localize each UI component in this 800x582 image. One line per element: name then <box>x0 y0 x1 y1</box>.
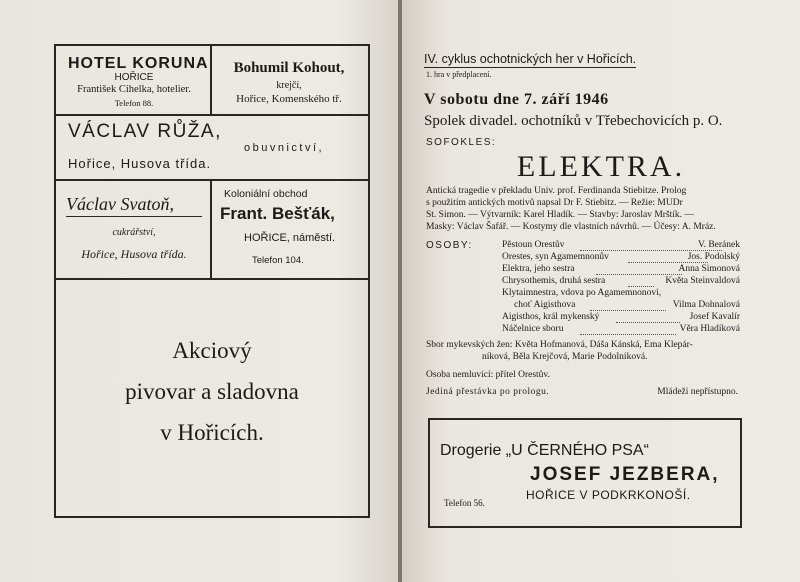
play-title: ELEKTRA. <box>516 150 686 183</box>
cast-leader <box>590 310 666 311</box>
cast-leader <box>628 262 708 263</box>
cast-actor: V. Beránek <box>697 240 740 250</box>
svaton-name: Václav Svatoň, <box>66 194 174 214</box>
drugstore-phone: Telefon 56. <box>444 498 485 508</box>
cast-role: Elektra, jeho sestra <box>502 264 575 274</box>
cast-role: choť Aigisthova <box>514 300 576 310</box>
ruza-name: VÁCLAV RŮŽA, <box>68 121 222 142</box>
cast-actor: Josef Kavalír <box>689 312 740 322</box>
svaton-trade: cukrářství, <box>112 227 156 238</box>
performance-date: V sobotu dne 7. září 1946 <box>424 91 609 108</box>
description-line: St. Simon. — Výtvarník: Karel Hladík. — Stavby: Jaroslav Mrštík. — <box>426 210 694 220</box>
drugstore-name: Drogerie „U ČERNÉHO PSA“ <box>440 442 649 459</box>
play-author: SOFOKLES: <box>426 137 497 148</box>
cast-label: OSOBY: <box>426 240 473 251</box>
ad-divider <box>56 114 368 116</box>
cast-actor: Věra Hladíková <box>679 324 740 334</box>
cast-actor: Květa Steinvaldová <box>665 276 740 286</box>
cast-leader <box>628 286 654 287</box>
bestak-name: Frant. Bešťák, <box>220 204 335 223</box>
cast-actor: Jos. Podolský <box>687 252 740 262</box>
cast-leader <box>596 274 682 275</box>
ruza-trade: obuvnictví, <box>244 142 325 154</box>
chorus-line: Sbor mykevských žen: Květa Hofmanová, Dáša Kánská, Ema Klepár- <box>426 340 693 350</box>
theatre-company: Spolek divadel. ochotníků v Třebechovicích p. O. <box>424 113 723 129</box>
cast-leader <box>580 334 676 335</box>
ad-divider <box>210 46 212 114</box>
advertisement-frame <box>54 44 370 518</box>
cast-role: Orestes, syn Agamemnonův <box>502 252 609 262</box>
drugstore-address: HOŘICE V PODKRKONOŠÍ. <box>526 488 691 502</box>
cycle-note: 1. hra v předplacení. <box>426 70 492 79</box>
svaton-underline <box>66 216 202 217</box>
bestak-phone: Telefon 104. <box>252 255 304 266</box>
hotel-town: HOŘICE <box>114 72 154 83</box>
chorus-line: níková, Běla Krejčová, Marie Podolníková. <box>482 352 648 362</box>
kohout-address: Hořice, Komenského tř. <box>236 93 342 105</box>
cast-leader <box>580 250 722 251</box>
cast-role: Pěstoun Orestův <box>502 240 565 250</box>
svaton-address: Hořice, Husova třída. <box>81 247 187 261</box>
description-line: s použitím antických motivů napsal Dr F. Stiebitz. — Režie: MUDr <box>426 198 683 208</box>
drugstore-ad <box>428 418 742 528</box>
cast-role: Náčelnice sboru <box>502 324 564 334</box>
bestak-address: HOŘICE, náměstí. <box>244 232 336 244</box>
age-restriction-note: Mládeži nepřístupno. <box>657 387 738 397</box>
cast-role: Aigisthos, král mykenský <box>502 312 600 322</box>
cast-actor: Anna Simonová <box>678 264 740 274</box>
silent-role: Osoba nemluvící: přítel Orestův. <box>426 370 550 380</box>
drugstore-owner: JOSEF JEZBERA, <box>530 464 720 485</box>
cast-actor: Vilma Dohnalová <box>672 300 740 310</box>
brewery-line1: Akciový <box>172 338 252 363</box>
cast-leader <box>616 322 680 323</box>
ad-divider <box>56 278 368 280</box>
description-line: Antická tragedie v překladu Univ. prof. Ferdinanda Stiebitze. Prolog <box>426 186 687 196</box>
ad-divider <box>56 179 368 181</box>
hotel-name: HOTEL KORUNA <box>68 55 209 72</box>
ruza-address: Hořice, Husova třída. <box>68 156 212 171</box>
left-page <box>0 0 398 582</box>
hotel-phone: Telefon 88. <box>114 98 154 108</box>
cast-role: Chrysothemis, druhá sestra <box>502 276 606 286</box>
cast-role: Klytaimnestra, vdova po Agamemnonovi, <box>502 288 662 298</box>
hotel-owner: František Cihelka, hotelier. <box>77 84 191 95</box>
bestak-heading: Koloniální obchod <box>224 188 308 200</box>
description-line: Masky: Václav Šafář. — Kostymy dle vlastních návrhů. — Účesy: A. Mráz. <box>426 222 716 232</box>
kohout-trade: krejčí, <box>276 80 302 91</box>
cycle-title: IV. cyklus ochotnických her v Hořicích. <box>424 52 637 66</box>
kohout-name: Bohumil Kohout, <box>233 60 345 76</box>
intermission-note: Jediná přestávka po prologu. <box>426 387 550 397</box>
brewery-line3: v Hořicích. <box>160 420 264 445</box>
ad-divider <box>210 179 212 278</box>
brewery-line2: pivovar a sladovna <box>125 379 299 404</box>
